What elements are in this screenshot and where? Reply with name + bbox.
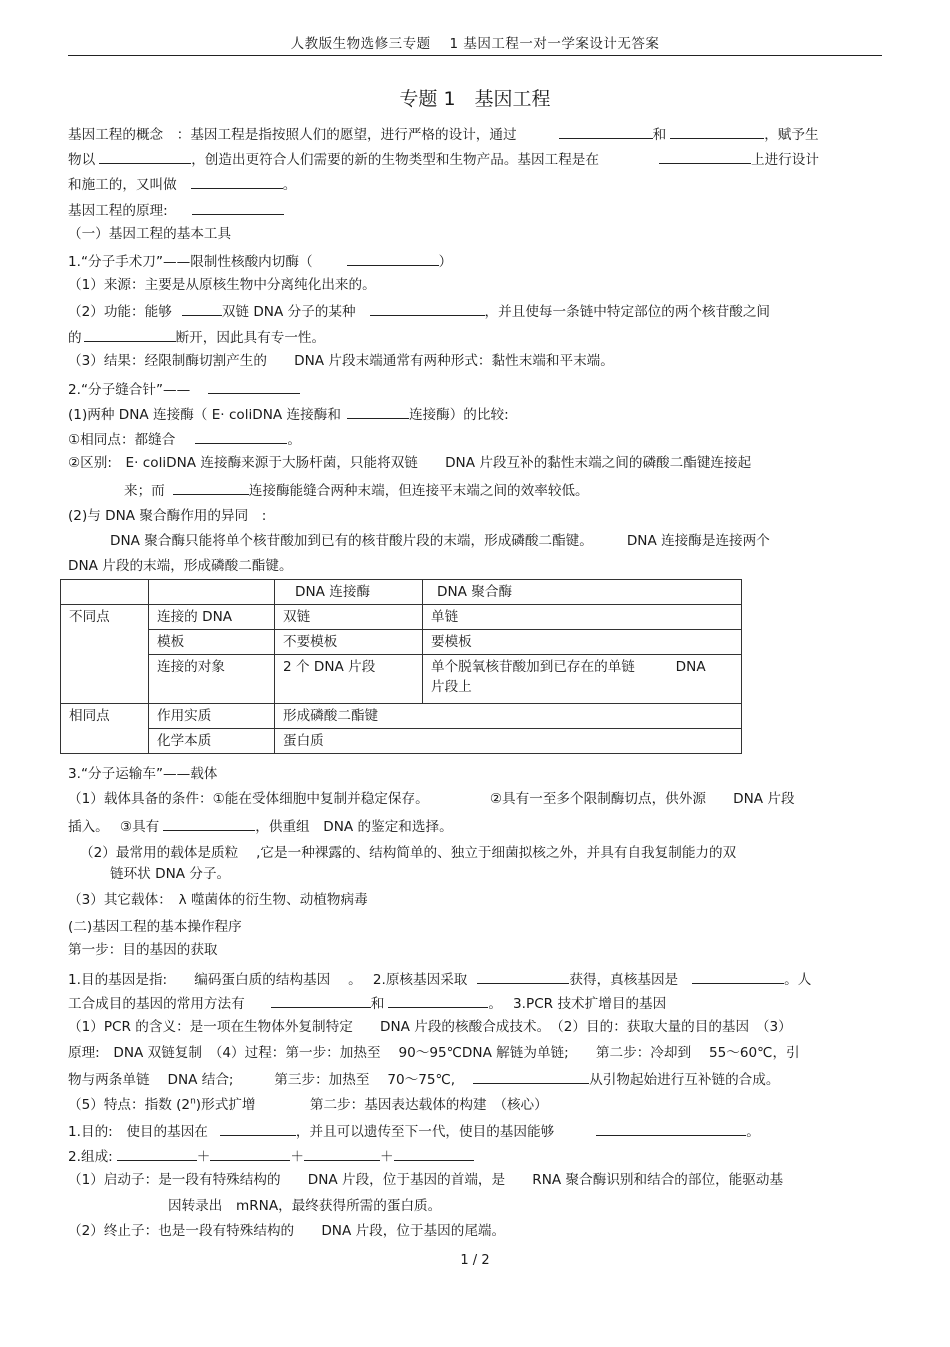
table-cell: 化学本质 (149, 729, 275, 754)
text: 插入。 ③具有 (68, 819, 160, 835)
blank (388, 994, 488, 1008)
table-corner-cell (149, 580, 275, 605)
principle-line (68, 201, 284, 219)
pcr-line-2: 原理: DNA 双链复制 （4）过程：第一步：加热至 90～95℃DNA 解链为单链; 第二步：冷却到 55～60℃，引 (68, 1045, 800, 1061)
needle-compare (68, 405, 509, 423)
blank (271, 994, 371, 1008)
blank (347, 405, 409, 419)
table-cell: 单个脱氧核苷酸加到已存在的单链 DNA 片段上 (423, 655, 742, 704)
blank (659, 150, 751, 164)
page-number: 1 / 2 (460, 1253, 490, 1268)
table-row (61, 704, 742, 729)
scissors-function (68, 302, 770, 320)
text: 和 (370, 996, 385, 1012)
blank (473, 1070, 589, 1084)
text: 和施工的，又叫做 (68, 177, 177, 193)
exponent: n (190, 1096, 196, 1107)
text: 从引物起始进行互补链的合成。 (589, 1072, 780, 1088)
scissors-result: （3）结果：经限制酶切割产生的 DNA 片段末端通常有两种形式：黏性末端和平末端。 (68, 353, 614, 369)
blank (84, 328, 176, 342)
text: 基因工程的原理: (68, 203, 168, 219)
concept-line-2 (68, 150, 819, 168)
text: 。 3.PCR 技术扩增目的基因 (488, 996, 667, 1012)
needle-vs-text-1: DNA 聚合酶只能将单个核苷酸加到已有的核苷酸片段的末端，形成磷酸二酯键。 DNA 连接酶是连接两个 (110, 533, 770, 549)
pcr-line-1: （1）PCR 的含义：是一项在生物体外复制特定 DNA 片段的核酸合成技术。 （2）目的：获取大量的目的基因 （3） (68, 1019, 792, 1035)
blank (559, 125, 653, 139)
header-rule (68, 55, 882, 56)
text: 基因工程的概念 ：基因工程是指按照人们的愿望，进行严格的设计，通过 (68, 127, 517, 143)
blank (477, 970, 569, 984)
blank (195, 430, 287, 444)
table-group-label: 相同点 (61, 704, 149, 754)
vector-plasmid-cont: 链环状 DNA 分子。 (110, 866, 231, 882)
vector-title: 3.“分子运输车”——载体 (68, 766, 218, 782)
blank (192, 201, 284, 215)
text: 。人 (784, 972, 812, 988)
blank (692, 970, 784, 984)
table-cell: 蛋白质 (275, 729, 742, 754)
blank (394, 1147, 474, 1161)
text: 2.“分子缝合针”—— (68, 382, 191, 398)
pcr-line-3 (68, 1070, 779, 1088)
table-cell: 不要模板 (275, 630, 423, 655)
table-cell: 作用实质 (149, 704, 275, 729)
blank (173, 481, 249, 495)
text: ＋ (196, 1149, 211, 1165)
text: 连接酶）的比较: (408, 407, 509, 423)
construct-composition (68, 1147, 474, 1165)
text: 。 (746, 1124, 760, 1140)
text: 物与两条单链 DNA 结合; 第三步：加热至 70～75℃, (68, 1072, 456, 1088)
vector-conditions: （1）载体具备的条件：①能在受体细胞中复制并稳定保存。 ②具有一至多个限制酶切点，供外源 DNA 片段 (68, 791, 795, 807)
section-1-heading: （一）基因工程的基本工具 (68, 226, 232, 242)
pcr-line-4 (68, 1097, 548, 1113)
text: 来；而 (124, 483, 165, 499)
target-gene-line-1 (68, 970, 811, 988)
blank (596, 1122, 746, 1136)
table-header-ligase: DNA 连接酶 (275, 580, 423, 605)
blank (191, 175, 283, 189)
step-1-heading: 第一步：目的基因的获取 (68, 942, 218, 958)
table-cell: 要模板 (423, 630, 742, 655)
text: 工合成目的基因的常用方法有 (68, 996, 245, 1012)
text: ＋ (290, 1149, 304, 1165)
table-row (61, 630, 742, 655)
concept-line-1 (68, 125, 819, 143)
table-row (61, 605, 742, 630)
vector-conditions-cont (68, 817, 453, 835)
text: 双链 DNA 分子的某种 (221, 304, 356, 320)
text: 和 (652, 127, 667, 143)
text: ，创造出更符合人们需要的新的生物类型和生物产品。基因工程是在 (191, 152, 599, 168)
needle-same (68, 430, 301, 448)
text: 1.“分子手术刀”——限制性核酸内切酶（ (68, 254, 313, 270)
text: 1.目的: 使目的基因在 (68, 1124, 208, 1140)
page-title: 专题 1 基因工程 (399, 88, 551, 110)
promoter-line-1: （1）启动子：是一段有特殊结构的 DNA 片段，位于基因的首端，是 RNA 聚合酶识别和结合的部位，能驱动基 (68, 1172, 784, 1188)
blank (163, 817, 255, 831)
table-row (61, 729, 742, 754)
text: ，供重组 DNA 的鉴定和选择。 (255, 819, 453, 835)
text: （5）特点：指数 (2 (68, 1097, 191, 1113)
comparison-table (60, 579, 742, 754)
scissors-function-cont (68, 328, 325, 346)
text: ①相同点：都缝合 (68, 432, 176, 448)
text: 断开，因此具有专一性。 (175, 330, 326, 346)
blank (210, 1147, 290, 1161)
terminator-line: （2）终止子：也是一段有特殊结构的 DNA 片段，位于基因的尾端。 (68, 1223, 506, 1239)
text: 1.目的基因是指: 编码蛋白质的结构基因 。 2.原核基因采取 (68, 972, 468, 988)
target-gene-line-2 (68, 994, 666, 1012)
text: 2.组成: (68, 1149, 113, 1165)
vector-plasmid: （2）最常用的载体是质粒 ,它是一种裸露的、结构简单的、独立于细菌拟核之外，并具有自我复制能力的双 (80, 845, 737, 861)
blank (670, 125, 764, 139)
text: )形式扩增 第二步：基因表达载体的构建 （核心） (195, 1097, 548, 1113)
needle-diff: ②区别: E· coliDNA 连接酶来源于大肠杆菌，只能将双链 DNA 片段互补的黏性末端之间的磷酸二酯键连接起 (68, 455, 752, 471)
table-header-polymerase: DNA 聚合酶 (423, 580, 742, 605)
table-group-label: 不同点 (61, 605, 149, 704)
blank (182, 302, 222, 316)
vector-other: （3）其它载体： λ 噬菌体的衍生物、动植物病毒 (68, 892, 368, 908)
blank (220, 1122, 296, 1136)
blank (370, 302, 485, 316)
section-2-heading: (二)基因工程的基本操作程序 (68, 919, 242, 935)
text: 获得，真核基因是 (569, 972, 679, 988)
text: (1)两种 DNA 连接酶（ E· coliDNA 连接酶和 (68, 407, 341, 423)
blank (208, 380, 300, 394)
table-cell: 单链 (423, 605, 742, 630)
text: 连接酶能缝合两种末端，但连接平末端之间的效率较低。 (248, 483, 589, 499)
text: ，赋予生 (764, 127, 819, 143)
table-cell: 连接的 DNA (149, 605, 275, 630)
table-cell: 模板 (149, 630, 275, 655)
table-header-row (61, 580, 742, 605)
blank (99, 150, 191, 164)
table-row (61, 655, 742, 704)
text: ，并且可以遗传至下一代，使目的基因能够 (295, 1124, 555, 1140)
text: ，并且使每一条链中特定部位的两个核苷酸之间 (484, 304, 771, 320)
needle-title (68, 380, 300, 398)
text: ） (438, 254, 453, 270)
scissors-title (68, 252, 452, 270)
text: 物以 (68, 152, 96, 168)
text: 的 (68, 330, 82, 346)
blank (304, 1147, 380, 1161)
needle-vs-polymerase: (2)与 DNA 聚合酶作用的异同 : (68, 508, 267, 524)
table-cell: 连接的对象 (149, 655, 275, 704)
text: 。 (287, 432, 301, 448)
text: 。 (282, 177, 297, 193)
running-header: 人教版生物选修三专题 1 基因工程一对一学案设计无答案 (290, 36, 660, 52)
construct-purpose (68, 1122, 760, 1140)
needle-vs-text-2: DNA 片段的末端，形成磷酸二酯键。 (68, 558, 293, 574)
needle-diff-cont (124, 481, 589, 499)
table-cell: 形成磷酸二酯键 (275, 704, 742, 729)
promoter-line-2: 因转录出 mRNA，最终获得所需的蛋白质。 (168, 1198, 442, 1214)
concept-line-3 (68, 175, 296, 193)
text: （2）功能：能够 (68, 304, 172, 320)
blank (117, 1147, 197, 1161)
blank (347, 252, 439, 266)
table-corner-cell (61, 580, 149, 605)
scissors-source: （1）来源：主要是从原核生物中分离纯化出来的。 (68, 277, 376, 293)
text: 上进行设计 (751, 152, 819, 168)
text: ＋ (379, 1149, 394, 1165)
table-cell: 双链 (275, 605, 423, 630)
table-cell: 2 个 DNA 片段 (275, 655, 423, 704)
